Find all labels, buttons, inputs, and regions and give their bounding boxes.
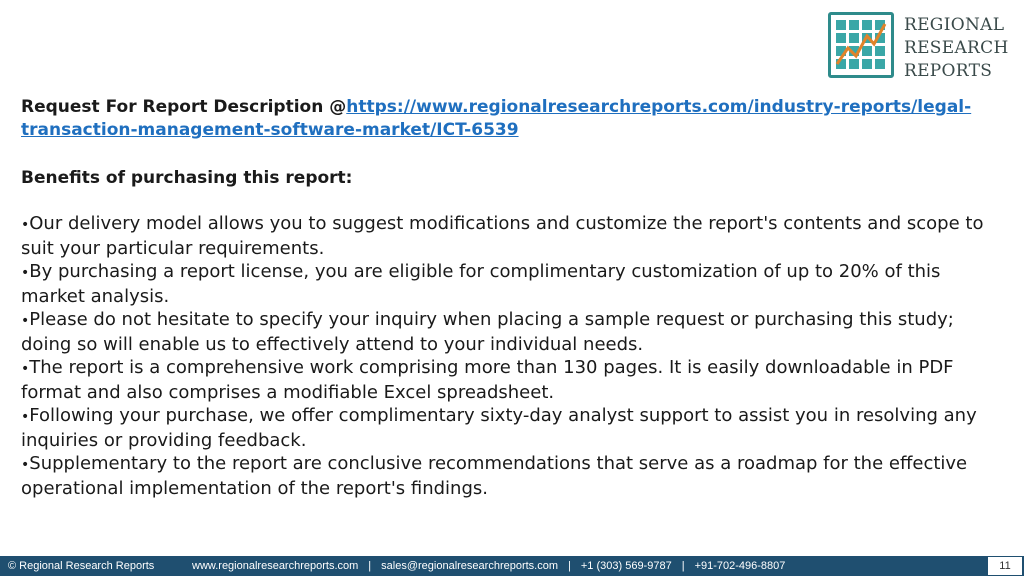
list-item	[21, 308, 1006, 356]
list-item-text: Following your purchase, we offer complimentary sixty-day analyst support to assist you in resolving any inquiries or providing feedback.	[21, 405, 977, 451]
list-item-text: The report is a comprehensive work comprising more than 130 pages. It is easily downloadable in PDF format and also comprises a modifiable Excel spreadsheet.	[21, 357, 954, 403]
bullet-marker: •	[21, 217, 30, 233]
bullet-marker: •	[21, 361, 30, 377]
footer-separator: |	[681, 560, 685, 572]
list-item	[21, 404, 1006, 452]
footer-separator: |	[368, 560, 372, 572]
request-label: Request For Report Description @	[21, 97, 347, 117]
brand-name	[904, 14, 1009, 83]
chart-grid-icon	[828, 12, 894, 78]
report-link[interactable]: https://www.regionalresearchreports.com/industry-reports/legal-transaction-management-software-market/ICT-6539	[21, 97, 972, 140]
slide-content	[21, 96, 1006, 500]
footer-separator: |	[568, 560, 571, 572]
list-item	[21, 260, 1006, 308]
footer-bar	[0, 556, 1024, 576]
request-description	[21, 96, 1006, 142]
list-item-text: Supplementary to the report are conclusive recommendations that serve as a roadmap for the effective operational implementation of the report's findings.	[21, 453, 968, 499]
list-item-text: Our delivery model allows you to suggest modifications and customize the report's contents and scope to suit your particular requirements.	[21, 213, 984, 259]
list-item-text: By purchasing a report license, you are eligible for complimentary customization of up to 20% of this market analysis.	[21, 261, 941, 307]
bullet-marker: •	[21, 313, 30, 329]
brand-name-line3: REPORTS	[904, 61, 993, 81]
brand-name-line1: REGIONAL	[904, 15, 1005, 35]
list-item	[21, 356, 1006, 404]
footer-copyright: © Regional Research Reports	[8, 560, 155, 572]
footer-contact	[192, 556, 785, 576]
brand-name-line2: RESEARCH	[904, 38, 1009, 58]
footer-phone-2: +91-702-496-8807	[694, 560, 786, 572]
bullet-marker: •	[21, 265, 30, 281]
page-number: 11	[988, 557, 1022, 575]
benefits-list	[21, 212, 1006, 500]
list-item	[21, 452, 1006, 500]
brand-logo	[828, 12, 1018, 84]
bullet-marker: •	[21, 457, 30, 473]
list-item-text: Please do not hesitate to specify your inquiry when placing a sample request or purchasing this study; doing so will enable us to effectively attend to your individual needs.	[21, 309, 954, 355]
bullet-marker: •	[21, 409, 30, 425]
footer-website[interactable]: www.regionalresearchreports.com	[192, 560, 359, 572]
footer-email[interactable]: sales@regionalresearchreports.com	[381, 560, 559, 572]
benefits-heading: Benefits of purchasing this report:	[21, 168, 353, 188]
list-item	[21, 212, 1006, 260]
footer-phone-1: +1 (303) 569-9787	[580, 560, 672, 572]
